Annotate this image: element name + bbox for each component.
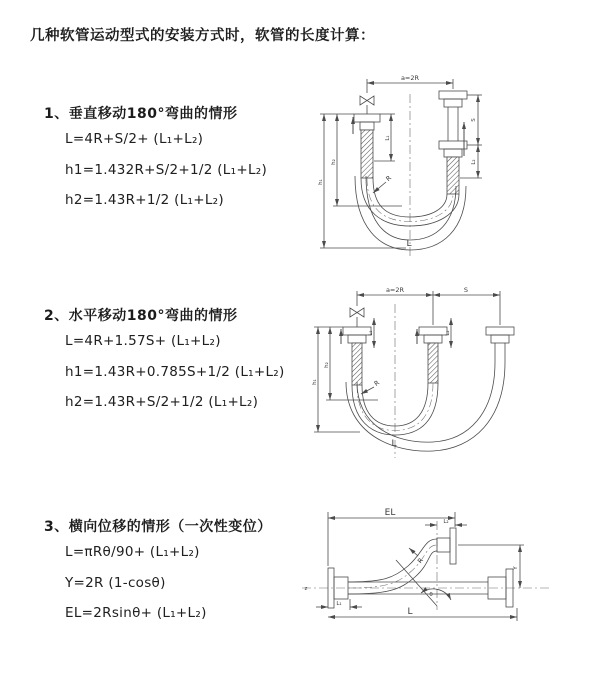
d2-left-flange [343,327,371,385]
d2-dim-l2-label: L₂ [445,330,451,336]
formula-s3-Y: Y=2R (1-cosθ) [65,574,166,591]
diagram3-svg [298,498,598,648]
d1-dim-l2-label: L₂ [471,159,477,165]
section-3-formulas [44,544,272,621]
d2-length-label: L [391,439,397,449]
diagram1-svg [310,66,590,266]
d3-angle-arc [421,589,451,600]
section-2-heading: 2、水平移动180°弯曲的情形 [44,308,238,324]
d1-left-hose-braid [361,130,373,178]
valve-icon [360,96,374,114]
d3-angle-label: θ [429,592,433,598]
formula-s2-L: L=4R+1.57S+ (L₁+L₂) [65,333,221,349]
formula-s3-EL: EL=2Rsinθ+ (L₁+L₂) [65,605,207,621]
d1-dim-s-label: S [471,118,477,122]
section-1 [44,103,267,223]
formula-s2-h1: h1=1.43R+0.785S+1/2 (L₁+L₂) [65,363,285,380]
diagram-horizontal-180-bend [308,282,600,467]
formula-s3-L: L=πRθ/90+ (L₁+L₂) [65,544,200,560]
d2-hose-moved-position [346,362,505,451]
formula-s1-h2: h2=1.43R+1/2 (L₁+L₂) [65,192,224,208]
d1-dim-l1-label: L₁ [385,135,391,141]
formula-s2-h2: h2=1.43R+S/2+1/2 (L₁+L₂) [65,394,259,410]
d3-dim-l1-label: L₁ [336,601,342,607]
section-3-heading: 3、横向位移的情形（一次性变位） [44,519,272,535]
d3-incline-line [396,560,437,606]
d1-left-flange [354,114,380,178]
d1-dim-h1-label: h₁ [318,179,324,185]
d2-left-hose-braid [352,343,362,385]
d2-middle-flange [419,327,447,383]
d2-dim-a-label: a=2R [385,286,405,294]
d1-radius-label: R [384,173,394,183]
d1-dim-h2-label: h₂ [331,159,337,165]
d3-dim-l2-label: L₂ [443,519,449,525]
section-2 [44,305,285,425]
diagram2-svg [308,282,600,467]
valve-icon [350,308,364,327]
d1-length-label: L [406,239,412,249]
d3-axis-mark: z [304,586,308,592]
d3-length-label: L [407,607,413,617]
d2-right-flange [486,327,514,362]
d2-dim-h2-label: h₂ [324,362,330,368]
d2-radius-leader [361,387,374,394]
d2-radius-label: R [372,378,382,388]
section-1-formulas [44,131,267,208]
d3-dim-y-label: Y [513,566,519,570]
d3-radius-leader [409,548,418,556]
d3-radius-label: R [415,556,425,566]
d1-right-flange-upper [439,91,467,141]
d3-upper-flange [437,528,456,564]
d1-radius-leader [373,182,386,193]
diagram-vertical-180-bend [310,66,590,266]
d2-dim-h1-label: h₁ [312,379,318,385]
d3-hose-displaced [348,539,437,594]
formula-s1-L: L=4R+S/2+ (L₁+L₂) [65,131,204,147]
d2-dim-s-label: S [463,286,469,294]
page-title: 几种软管运动型式的安装方式时，软管的长度计算： [30,28,375,44]
d1-right-flange-lower [439,141,467,194]
formula-s1-h1: h1=1.432R+S/2+1/2 (L₁+L₂) [65,161,268,178]
d2-dim-l1-label: L₁ [368,330,374,336]
diagram-lateral-displacement [298,498,598,648]
d1-dim-a-label: a=2R [400,74,420,82]
section-1-heading: 1、垂直移动180°弯曲的情形 [44,106,238,122]
section-3 [44,516,272,636]
d2-middle-hose-braid [428,343,438,383]
d3-dim-el-label: EL [384,508,396,518]
section-2-formulas [44,333,285,410]
d1-right-hose-braid [447,157,459,194]
